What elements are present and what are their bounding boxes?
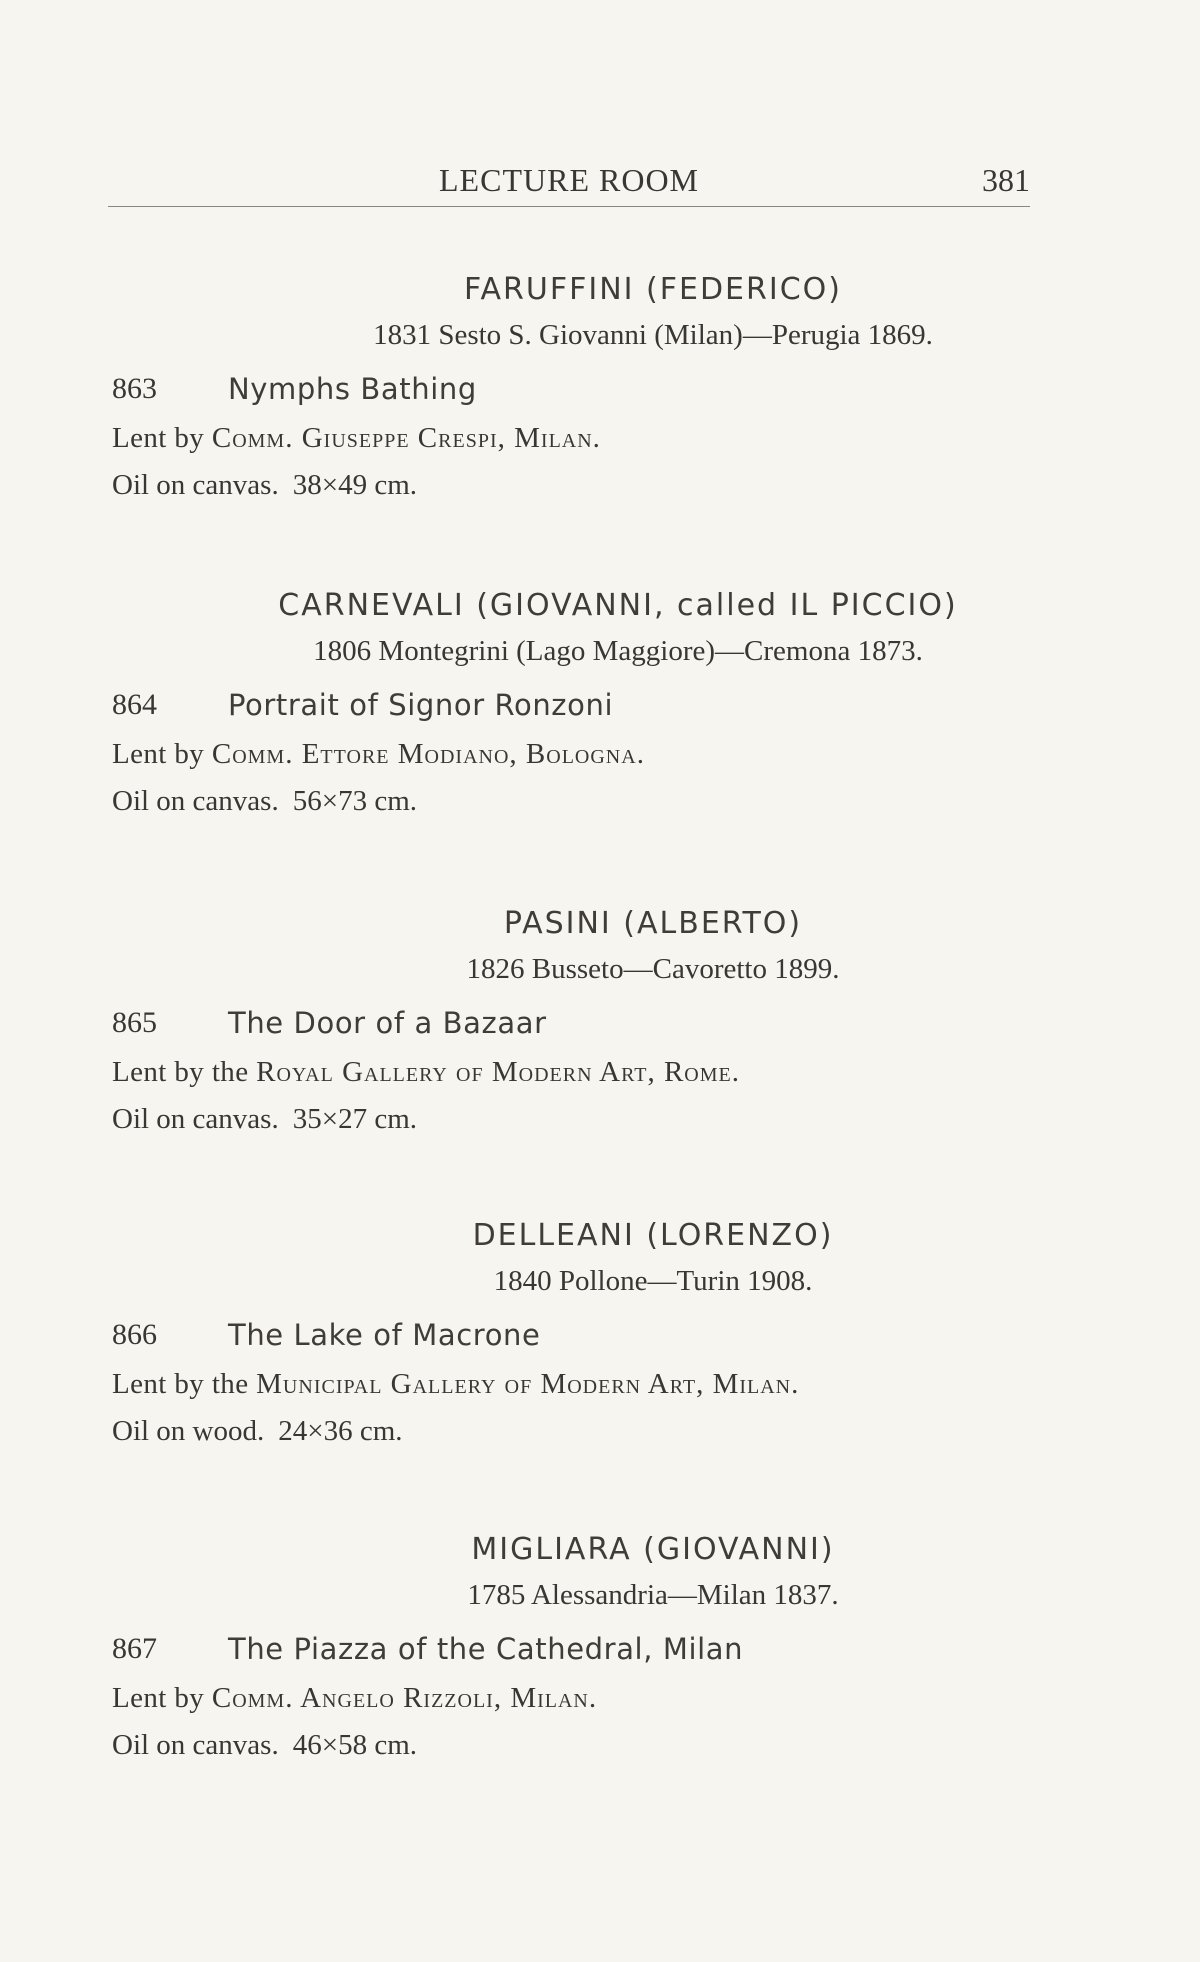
lender-name: Royal Gallery of Modern Art, Rome. — [256, 1056, 741, 1088]
work-title: Portrait of Signor Ronzoni — [228, 688, 614, 722]
artist-name: FARUFFINI (FEDERICO) — [464, 272, 842, 307]
lender-name: Comm. Ettore Modiano, Bologna. — [211, 738, 645, 770]
dimensions: 56×73 cm. — [292, 785, 418, 817]
work-line — [112, 372, 1048, 406]
artist-name: CARNEVALI (GIOVANNI, called IL PICCIO) — [278, 588, 958, 623]
catalogue-number: 867 — [112, 1632, 157, 1665]
artist-name: PASINI (ALBERTO) — [503, 906, 803, 941]
lender-line — [112, 1682, 1048, 1715]
medium-line — [112, 1415, 1048, 1448]
running-head — [108, 160, 1030, 207]
medium: Oil on canvas. — [112, 469, 279, 501]
page-number: 381 — [982, 162, 1030, 198]
medium-line — [112, 1729, 1048, 1762]
catalogue-entry — [108, 588, 1048, 818]
artist-name: MIGLIARA (GIOVANNI) — [471, 1532, 835, 1567]
medium: Oil on canvas. — [112, 785, 279, 817]
lender-name: Municipal Gallery of Modern Art, Milan. — [256, 1368, 800, 1400]
lender-line — [112, 422, 1048, 455]
lender-line — [112, 1056, 1048, 1089]
catalogue-number: 863 — [112, 372, 157, 405]
catalogue-number: 866 — [112, 1318, 157, 1351]
dimensions: 24×36 cm. — [278, 1415, 403, 1447]
artist-dates: 1785 Alessandria—Milan 1837. — [467, 1579, 839, 1611]
artist-dates: 1826 Busseto—Cavoretto 1899. — [466, 953, 840, 985]
catalogue-entry — [108, 1218, 1048, 1448]
running-title: LECTURE ROOM — [439, 162, 699, 198]
lent-by-text: Lent by — [112, 422, 205, 454]
lent-by-text: Lent by the — [112, 1368, 249, 1400]
catalogue-entry — [108, 272, 1048, 502]
lender-line — [112, 1368, 1048, 1401]
work-title: The Lake of Macrone — [228, 1318, 541, 1352]
work-title: Nymphs Bathing — [228, 372, 477, 406]
dimensions: 38×49 cm. — [292, 469, 418, 501]
work-line — [112, 1006, 1048, 1040]
medium: Oil on wood. — [112, 1415, 265, 1447]
work-line — [112, 1632, 1048, 1666]
dimensions: 46×58 cm. — [292, 1729, 418, 1761]
catalogue-entry — [108, 1532, 1048, 1762]
artist-dates: 1840 Pollone—Turin 1908. — [493, 1265, 813, 1297]
artist-name: DELLEANI (LORENZO) — [472, 1218, 834, 1253]
medium: Oil on canvas. — [112, 1103, 279, 1135]
lent-by-text: Lent by the — [112, 1056, 249, 1088]
work-line — [112, 1318, 1048, 1352]
work-title: The Piazza of the Cathedral, Milan — [228, 1632, 744, 1666]
lender-name: Comm. Giuseppe Crespi, Milan. — [211, 422, 601, 454]
medium-line — [112, 469, 1048, 502]
catalogue-number: 864 — [112, 688, 157, 721]
work-line — [112, 688, 1048, 722]
work-title: The Door of a Bazaar — [228, 1006, 547, 1040]
catalogue-number: 865 — [112, 1006, 157, 1039]
medium: Oil on canvas. — [112, 1729, 279, 1761]
artist-dates: 1831 Sesto S. Giovanni (Milan)—Perugia 1869. — [373, 319, 933, 351]
lent-by-text: Lent by — [112, 1682, 205, 1714]
artist-dates: 1806 Montegrini (Lago Maggiore)—Cremona 1873. — [313, 635, 923, 667]
catalogue-entry — [108, 906, 1048, 1136]
lent-by-text: Lent by — [112, 738, 205, 770]
dimensions: 35×27 cm. — [292, 1103, 418, 1135]
lender-name: Comm. Angelo Rizzoli, Milan. — [211, 1682, 598, 1714]
lender-line — [112, 738, 1048, 771]
medium-line — [112, 1103, 1048, 1136]
medium-line — [112, 785, 1048, 818]
